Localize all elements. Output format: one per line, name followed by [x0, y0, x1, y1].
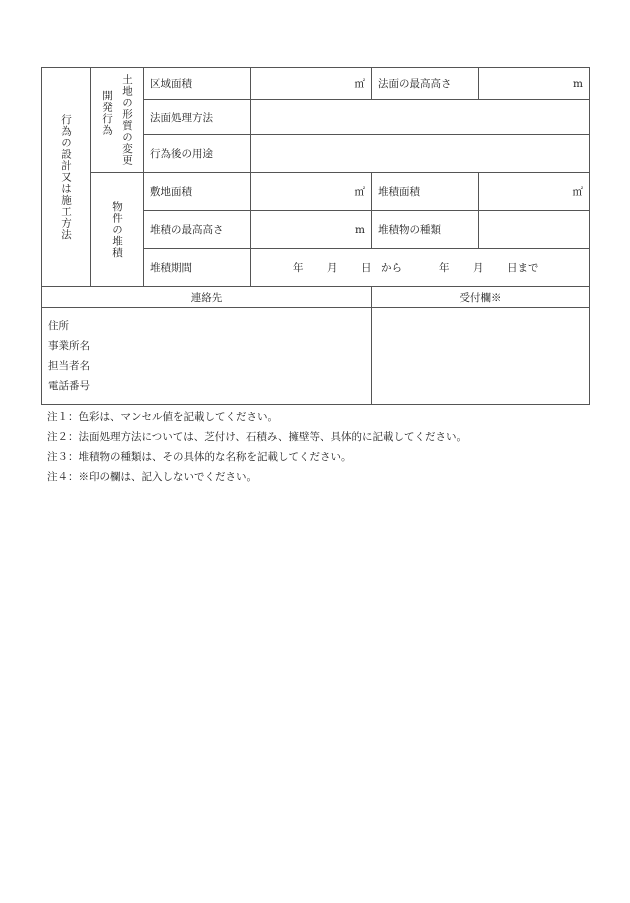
unit-sqm: ㎡: [354, 186, 365, 198]
contact-person-label: 担当者名: [48, 360, 90, 372]
field-slope-treatment[interactable]: [251, 100, 590, 135]
contact-phone-label: 電話番号: [48, 380, 90, 392]
period-month-end: 月: [473, 262, 484, 274]
field-site-area[interactable]: [251, 173, 372, 211]
pile-title-cell: [91, 173, 144, 287]
field-pile-area[interactable]: [479, 173, 590, 211]
notes: [47, 407, 467, 487]
note-2: 注２：法面処理方法については、芝付け、石積み、擁壁等、具体的に記載してください。: [47, 431, 467, 443]
receipt-header: 受付欄※: [372, 287, 590, 308]
section-main-label: 行為の設計又は施工方法: [60, 113, 72, 241]
label-pile-type: 堆積物の種類: [372, 211, 479, 249]
construction-method-form: [41, 67, 590, 405]
label-pile-period: 堆積期間: [144, 249, 251, 287]
receipt-body: [372, 308, 590, 405]
field-slope-height[interactable]: [479, 68, 590, 100]
field-pile-height[interactable]: [251, 211, 372, 249]
dev-title-cell: [91, 68, 144, 173]
period-month: 月: [327, 262, 338, 274]
contact-address-label: 住所: [48, 320, 69, 332]
label-site-area: 敷地面積: [144, 173, 251, 211]
period-year-end: 年: [439, 262, 450, 274]
label-slope-treatment: 法面処理方法: [144, 100, 251, 135]
note-1: 注１：色彩は、マンセル値を記載してください。: [47, 411, 278, 423]
label-pile-area: 堆積面積: [372, 173, 479, 211]
field-pile-period[interactable]: [251, 249, 590, 287]
period-day: 日: [361, 262, 372, 274]
unit-m: m: [573, 77, 583, 90]
label-area: 区域面積: [144, 68, 251, 100]
period-year: 年: [293, 262, 304, 274]
contact-body[interactable]: [42, 308, 372, 405]
dev-title-col2: 開発行為: [101, 90, 113, 136]
unit-sqm: ㎡: [572, 186, 583, 198]
unit-m: m: [355, 223, 365, 236]
section-main-title: [42, 68, 91, 287]
field-area[interactable]: [251, 68, 372, 100]
contact-header: 連絡先: [42, 287, 372, 308]
field-post-use[interactable]: [251, 135, 590, 173]
note-3: 注３：堆積物の種類は、その具体的な名称を記載してください。: [47, 451, 352, 463]
note-4: 注４：※印の欄は、記入しないでください。: [47, 471, 257, 483]
contact-company-label: 事業所名: [48, 340, 90, 352]
period-until: 日まで: [507, 262, 539, 274]
dev-title-col1: 土地の形質の変更: [121, 74, 133, 166]
pile-title: 物件の堆積: [111, 200, 123, 259]
label-slope-height: 法面の最高高さ: [372, 68, 479, 100]
unit-sqm: ㎡: [354, 78, 365, 90]
label-pile-height: 堆積の最高高さ: [144, 211, 251, 249]
field-pile-type[interactable]: [479, 211, 590, 249]
label-post-use: 行為後の用途: [144, 135, 251, 173]
period-from: から: [381, 262, 402, 274]
